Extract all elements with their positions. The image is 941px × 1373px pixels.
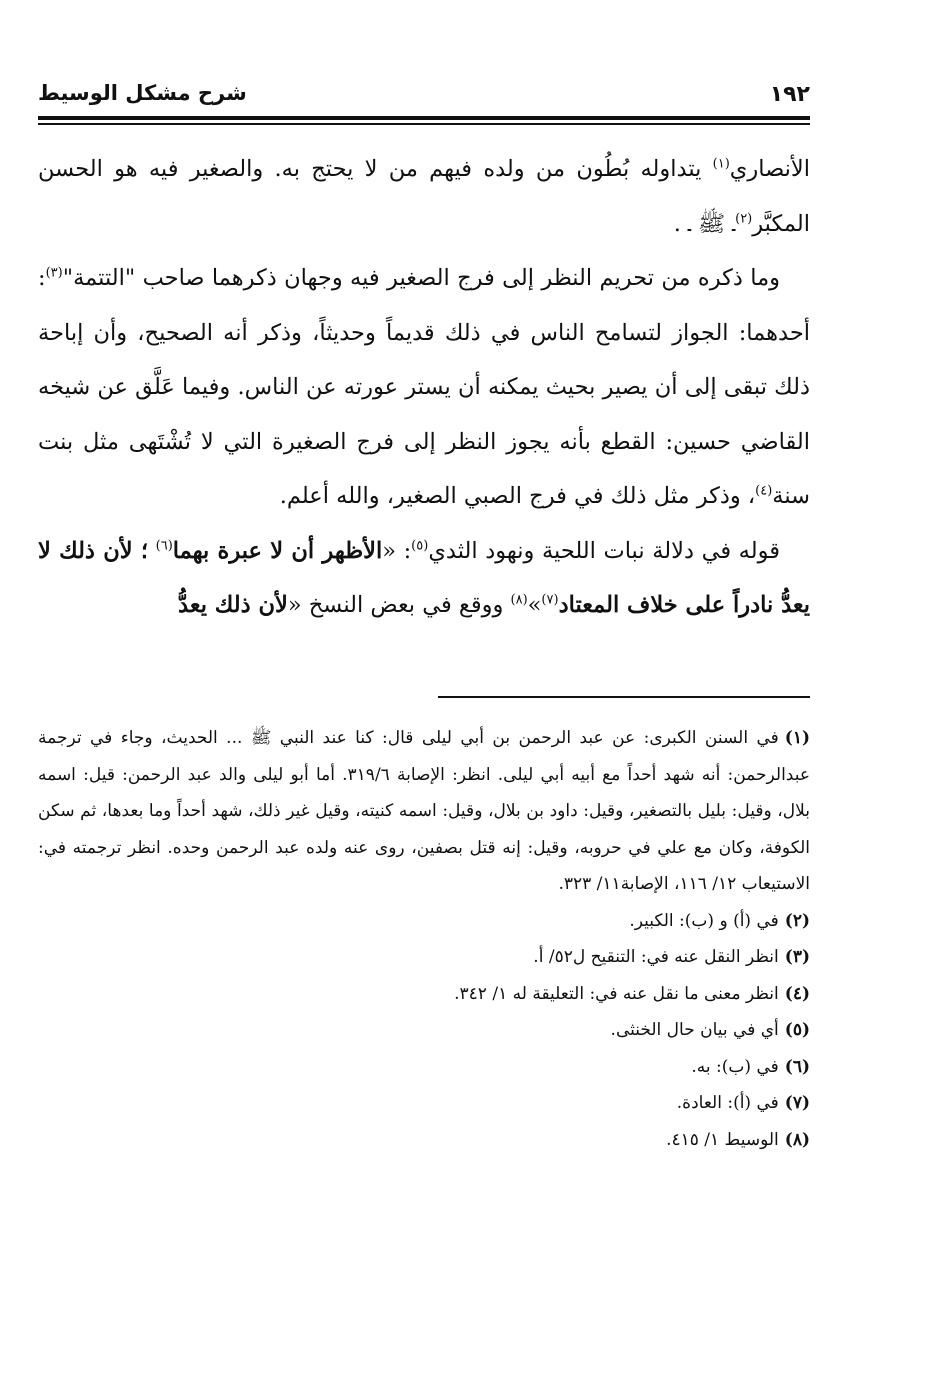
footnote-ref-2[interactable]: (٢) (735, 211, 753, 226)
footnote-ref-7[interactable]: (٧) (541, 592, 559, 608)
paragraph-3 (38, 524, 810, 633)
footnote-text: انظر معنى ما نقل عنه في: التعليقة له ١/ ٣٤٢. (454, 983, 779, 1004)
main-text (38, 142, 810, 633)
p3-quote-2: ؛ لأن ذلك لا يعدُّ نادراً على خلاف المعتاد (38, 537, 810, 618)
book-title: شرح مشكل الوسيط (38, 81, 247, 105)
footnote-number: (٢) (784, 910, 810, 931)
footnote-text: الوسيط ١/ ٤١٥. (666, 1129, 779, 1150)
paragraph-1 (38, 142, 810, 251)
running-header (38, 78, 810, 114)
footnote-ref-3[interactable]: (٣) (45, 265, 63, 281)
footnote-text: في السنن الكبرى: عن عبد الرحمن بن أبي ليلى قال: كنا عند النبي ﷺ ... الحديث، وجاء في ترجمة عبدالرحمن: أنه شهد أحداً مع أبيه أبي ليلى. انظر: الإصابة ٣١٩/٦. أما أبو ليلى والد عبد الرحمن: قيل: اسمه بلال، وقيل: بليل بالتصغير، وقيل: داود بن بلال، وقيل: اسمه كنيته، وقيل غير ذلك، شهد أحداً وما بعدها، ثم سكن الكوفة، وكان مع علي في حروبه، وقيل: إنه قتل بصفين، روى عنه ولده عبد الرحمن وحده. انظر ترجمته في: الاستيعاب ١٢/ ١١٦، الإصابة١١/ ٣٢٣. (38, 728, 810, 894)
footnote-number: (٣) (784, 947, 810, 967)
paragraph-2 (38, 251, 810, 524)
page (38, 78, 810, 1348)
footnote-number: (٧) (784, 1093, 810, 1113)
page-number: ١٩٢ (769, 82, 810, 107)
footnote-text: في (ب): به. (691, 1056, 779, 1077)
footnote-text: أي في بيان حال الخنثى. (610, 1020, 779, 1040)
footnote-6 (38, 1049, 810, 1086)
footnote-7 (38, 1085, 810, 1122)
p3-quote-3: لأن ذلك يعدُّ (178, 592, 288, 618)
footnotes (38, 720, 810, 1158)
footnote-ref-1[interactable]: (١) (712, 156, 730, 172)
footnote-number: (٦) (784, 1056, 810, 1077)
p3-text-1: قوله في دلالة نبات اللحية ونهود الثدي (428, 537, 780, 564)
p3-quote-1: الأظهر أن لا عبرة بهما (172, 537, 383, 564)
p1-text-2: يتداوله بُطُون من ولده فيهم من لا يحتج به. والصغير فيه هو الحسن المكبَّر (38, 156, 810, 237)
footnote-ref-8[interactable]: (٨) (510, 592, 528, 608)
p2-text-3: ، وذكر مثل ذلك في فرج الصبي الصغير، والله أعلم. (279, 483, 756, 509)
header-rule-thick (38, 116, 810, 120)
footnote-1 (38, 720, 810, 903)
footnote-ref-5[interactable]: (٥) (411, 538, 429, 553)
footnote-8 (38, 1122, 810, 1159)
footnote-number: (٨) (784, 1129, 810, 1150)
p1-text-1: الأنصاري (729, 156, 810, 182)
footnote-4 (38, 976, 810, 1013)
footnote-text: انظر النقل عنه في: التنقيح ل٥٢/ أ. (533, 947, 779, 967)
p2-text-1: وما ذكره من تحريم النظر إلى فرج الصغير فيه وجهان ذكرهما صاحب "التتمة" (62, 265, 780, 291)
footnote-ref-6[interactable]: (٦) (155, 538, 173, 553)
footnote-separator (438, 696, 810, 698)
footnote-text: في (أ): العادة. (676, 1093, 779, 1113)
p3-text-2: : « (382, 537, 412, 564)
p3-text-4: ووقع في بعض النسخ « (287, 592, 511, 618)
header-rule-thin (38, 123, 810, 125)
footnote-number: (١) (784, 728, 810, 748)
footnote-3 (38, 939, 810, 976)
footnote-ref-4[interactable]: (٤) (755, 483, 773, 499)
footnote-text: في (أ) و (ب): الكبير. (629, 910, 779, 931)
p3-text-3: » (527, 592, 542, 618)
p1-text-3: ـ ﷺ ـ . (673, 210, 736, 237)
footnote-number: (٥) (784, 1020, 810, 1040)
footnote-2 (38, 903, 810, 940)
p2-text-2: : أحدهما: الجواز لتسامح الناس في ذلك قديماً وحديثاً، وذكر أنه الصحيح، وأن إباحة ذلك تبقى إلى أن يصير بحيث يمكنه أن يستر عورته عن الناس. وفيما عَلَّق عن شيخه القاضي حسين: القطع بأنه يجوز النظر إلى فرج الصغيرة التي لا تُشْتَهى مثل بنت سنة (38, 265, 810, 509)
footnote-5 (38, 1012, 810, 1049)
footnote-number: (٤) (784, 983, 810, 1004)
